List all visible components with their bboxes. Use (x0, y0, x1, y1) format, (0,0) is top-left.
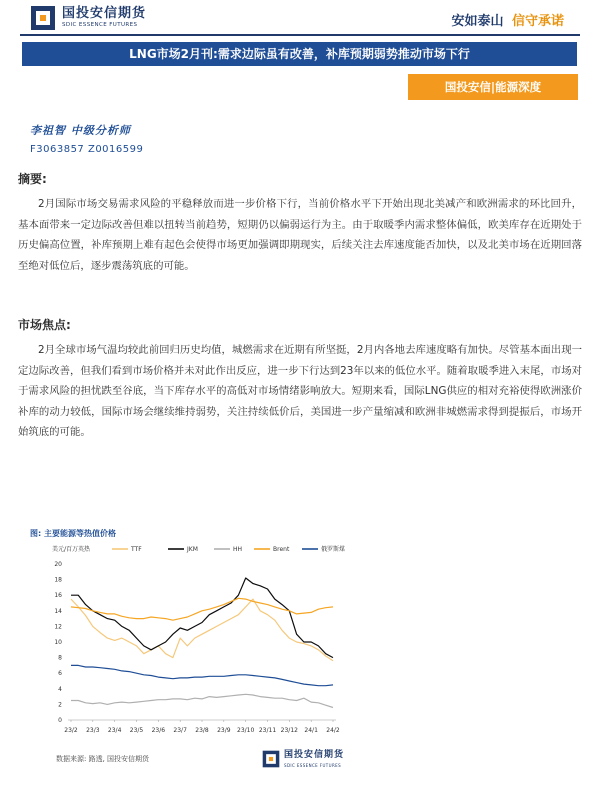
x-tick-label: 23/12 (280, 727, 298, 734)
logo-mark-icon (30, 5, 56, 31)
y-tick-label: 14 (54, 607, 62, 615)
footer-logo-name: 国投安信期货 (284, 750, 345, 760)
chart-series (71, 578, 333, 708)
x-tick-label: 23/2 (64, 727, 78, 734)
page-header (0, 0, 600, 36)
x-tick-label: 23/4 (107, 727, 122, 734)
logo-name: 国投安信期货 (62, 6, 147, 21)
report-category-tag: 国投安信|能源深度 (408, 74, 578, 100)
legend-label: Brent (273, 546, 290, 553)
footer-logo-icon (262, 750, 280, 768)
logo-english-name: SDIC ESSENCE FUTURES (62, 22, 138, 28)
slogan-part-1: 安如泰山 (451, 14, 504, 29)
y-axis (54, 561, 62, 724)
chart-legend (112, 545, 345, 553)
x-tick-label: 24/1 (304, 727, 318, 734)
market-focus-heading: 市场焦点: (18, 318, 71, 332)
x-tick-label: 23/5 (129, 727, 144, 734)
x-tick-label: 23/7 (173, 727, 187, 734)
legend-label: HH (233, 546, 243, 553)
series-line (71, 694, 333, 707)
y-tick-label: 2 (58, 701, 62, 709)
legend-label: JKM (187, 546, 198, 553)
y-tick-label: 18 (54, 576, 62, 584)
slogan-part-2: 信守承诺 (511, 14, 564, 29)
y-tick-label: 16 (54, 592, 62, 600)
figure-title: 图: 主要能源等热值价格 (30, 529, 116, 538)
y-tick-label: 10 (54, 639, 62, 646)
x-tick-label: 23/10 (237, 727, 255, 734)
analyst-license-codes: F3063857 Z0016599 (30, 144, 144, 155)
x-tick-label: 23/8 (195, 727, 209, 734)
slogan (451, 10, 564, 29)
y-tick-label: 4 (58, 685, 62, 693)
series-line (71, 599, 333, 661)
footer-logo-english: SDIC ESSENCE FUTURES (284, 763, 342, 768)
summary-paragraph: 2月国际市场交易需求风险的平稳释放而进一步价格下行，当前价格水平下开始出现北美减产和欧洲需求的环比回升，基本面带来一定边际改善但难以扭转当前趋势，短期仍以偏弱运行为主。由于取暖季内需求整体偏低，欧美库存在近期处于历史偏高位置，补库预期上难有起色会使得市场更加强调即期现实，后续关注去库速度能否加快，以及北美市场在近期回落至绝对低位后，逐步震荡筑底的可能。 (18, 198, 582, 272)
series-line (71, 598, 333, 620)
y-axis-label: 美元/百万英热 (52, 546, 91, 553)
header-divider (20, 34, 580, 36)
y-tick-label: 12 (54, 623, 62, 631)
series-line (71, 665, 333, 685)
analyst-name: 李祖智 中级分析师 (30, 124, 131, 137)
x-tick-label: 23/9 (217, 727, 231, 734)
report-title: LNG市场2月刊:需求边际虽有改善，补库预期弱势推动市场下行 (22, 42, 577, 66)
y-tick-label: 0 (58, 717, 62, 724)
x-tick-label: 23/11 (258, 727, 277, 734)
x-axis (64, 720, 340, 734)
series-line (71, 578, 333, 658)
market-focus-paragraph: 2月全球市场气温均较此前回归历史均值，城燃需求在近期有所坚挺，2月内各地去库速度略有加快。尽管基本面出现一定边际改善，但我们看到市场价格并未对此作出反应，进一步下行达到23年以来的低位水平。随着取暖季进入末尾，市场对于需求风险的担忧跌至谷底，当下库存水平的高低对市场情绪影响放大。短期来看，国际LNG供应的相对充裕使得欧洲涨价补库的动力较低，国际市场会继续维持弱势，关注持续低价后，美国进一步产量缩减和欧洲非城燃需求得到提振后，市场开始筑底的可能。 (18, 344, 582, 438)
footer-logo (262, 748, 344, 770)
figure-source: 数据来源: 路透, 国投安信期货 (56, 755, 150, 763)
x-tick-label: 24/2 (326, 727, 340, 734)
x-tick-label: 23/6 (151, 727, 166, 734)
y-tick-label: 6 (58, 670, 62, 678)
y-tick-label: 20 (54, 561, 62, 568)
y-tick-label: 8 (58, 654, 62, 662)
energy-price-chart (18, 540, 348, 750)
summary-heading: 摘要: (18, 172, 47, 186)
x-tick-label: 23/3 (86, 727, 100, 734)
legend-label: TTF (131, 546, 142, 553)
company-logo (30, 4, 146, 32)
legend-label: 俄罗斯煤 (321, 546, 346, 553)
